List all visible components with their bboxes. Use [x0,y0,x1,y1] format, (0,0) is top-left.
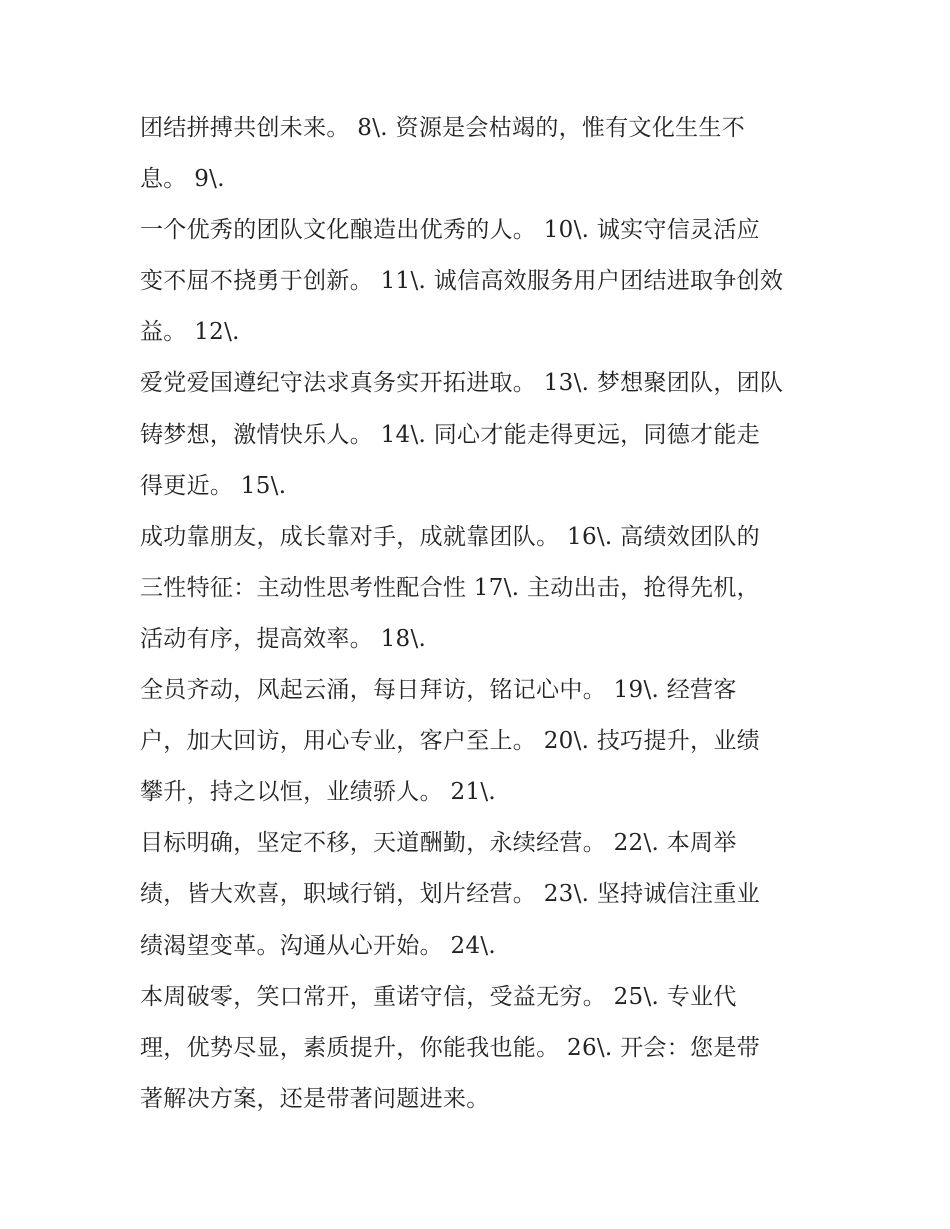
text-line: 攀升，持之以恒，业绩骄人。 21\. [140,779,497,806]
text-line: 本周破零，笑口常开，重诺守信，受益无穷。 25\. 专业代 [140,983,737,1010]
text-line: 三性特征：主动性思考性配合性 17\. 主动出击，抢得先机， [140,574,760,601]
text-line: 理，优势尽显，素质提升，你能我也能。 26\. 开会：您是带 [140,1034,760,1061]
text-line: 团结拼搏共创未来。 8\. 资源是会枯竭的，惟有文化生生不 [140,115,746,141]
text-line: 目标明确，坚定不移，天道酬勤，永续经营。 22\. 本周举 [140,830,737,857]
body-text [140,103,840,1125]
text-line: 活动有序，提高效率。 18\. [140,625,427,652]
text-line: 一个优秀的团队文化酿造出优秀的人。 10\. 诚实守信灵活应 [140,217,760,244]
text-line: 成功靠朋友，成长靠对手，成就靠团队。 16\. 高绩效团队的 [140,523,760,550]
text-line: 爱党爱国遵纪守法求真务实开拓进取。 13\. 梦想聚团队，团队 [140,370,784,397]
text-line: 益。 12\. [140,319,240,346]
text-line: 著解决方案，还是带著问题进来。 [140,1085,490,1112]
text-line: 绩渴望变革。沟通从心开始。 24\. [140,932,497,959]
text-line: 铸梦想，激情快乐人。 14\. 同心才能走得更远，同德才能走 [140,421,760,448]
text-line: 绩，皆大欢喜，职域行销，划片经营。 23\. 坚持诚信注重业 [140,881,760,908]
text-line: 户，加大回访，用心专业，客户至上。 20\. 技巧提升，业绩 [140,728,760,755]
text-line: 变不屈不挠勇于创新。 11\. 诚信高效服务用户团结进取争创效 [140,268,784,295]
text-line: 全员齐动，风起云涌，每日拜访，铭记心中。 19\. 经营客 [140,677,737,704]
text-line: 得更近。 15\. [140,472,287,499]
text-line: 息。 9\. [140,166,225,193]
